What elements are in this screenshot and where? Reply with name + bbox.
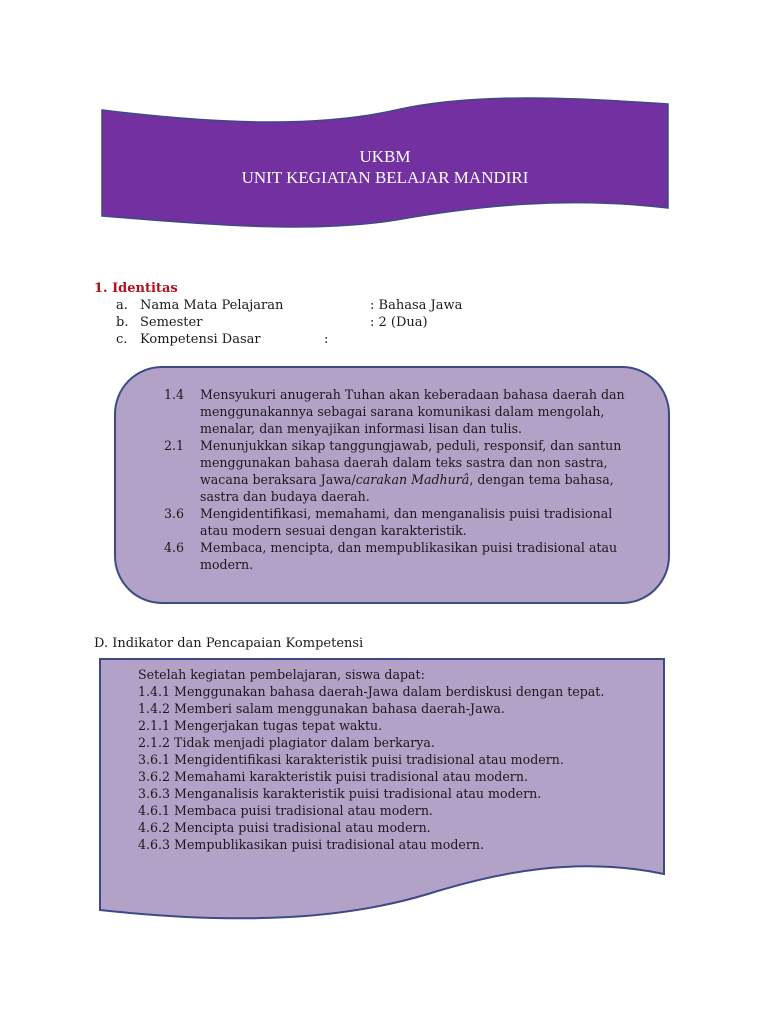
kd-item-number: 4.6 [164,540,185,555]
identitas-row [94,331,694,348]
indikator-item: 3.6.1 Mengidentifikasi karakteristik puisi tradisional atau modern. [138,752,564,767]
identitas-row-label: Kompetensi Dasar [140,332,261,347]
identitas-row-value: : 2 (Dua) [370,315,428,330]
kd-item-number: 2.1 [164,438,185,453]
banner-line-1: UKBM [359,147,411,166]
kd-item [164,539,644,573]
indikator-item: 3.6.2 Memahami karakteristik puisi tradisional atau modern. [138,769,528,784]
identitas-row [94,314,694,331]
indikator-list [138,666,648,853]
indikator-item: 2.1.2 Tidak menjadi plagiator dalam berkarya. [138,735,435,750]
indikator-item: 4.6.2 Mencipta puisi tradisional atau modern. [138,820,431,835]
indikator-item: 4.6.1 Membaca puisi tradisional atau modern. [138,803,433,818]
indikator-item: 2.1.1 Mengerjakan tugas tepat waktu. [138,718,383,733]
identitas-row-label: Semester [140,315,203,330]
kd-item-number: 1.4 [164,387,185,402]
indikator-title: D. Indikator dan Pencapaian Kompetensi [94,636,364,651]
kd-item-text: Membaca, mencipta, dan mempublikasikan puisi tradisional atau modern. [200,540,618,572]
identitas-title: 1. Identitas [94,281,178,296]
banner-text [96,146,674,188]
indikator-item: 4.6.3 Mempublikasikan puisi tradisional atau modern. [138,837,484,852]
identitas-section [94,280,694,348]
identitas-row-label: Nama Mata Pelajaran [140,298,284,313]
identitas-row-letter: b. [116,315,129,330]
identitas-row-letter: a. [116,298,128,313]
kd-item-text-after: , dengan tema bahasa, sastra dan budaya daerah. [200,472,614,504]
identitas-row-value: : [324,332,329,347]
indikator-item: 3.6.3 Menganalisis karakteristik puisi tradisional atau modern. [138,786,542,801]
indikator-item: 1.4.1 Menggunakan bahasa daerah-Jawa dalam berdiskusi dengan tepat. [138,684,605,699]
title-banner [96,96,674,228]
kd-item-text: Mensyukuri anugerah Tuhan akan keberadaan bahasa daerah dan menggunakannya sebagai sarana komunikasi dalam mengolah, menalar, dan menyajikan informasi lisan dan tulis. [200,387,625,436]
identitas-row-letter: c. [116,332,128,347]
kd-item [164,505,644,539]
kd-item-italic-text: carakan Madhurâ [355,472,470,487]
indikator-box [98,656,668,928]
identitas-row [94,297,694,314]
kd-item-text: Menunjukkan sikap tanggungjawab, peduli, responsif, dan santun menggunakan bahasa daerah dalam teks sastra dan non sastra, wacana beraksara Jawa/ [200,438,622,487]
kompetensi-dasar-list [164,386,644,573]
identitas-row-value: : Bahasa Jawa [370,298,463,313]
kd-item-text: Mengidentifikasi, memahami, dan menganalisis puisi tradisional atau modern sesuai dengan karakteristik. [200,506,613,538]
kompetensi-dasar-box [114,366,670,604]
indikator-intro: Setelah kegiatan pembelajaran, siswa dapat: [138,667,425,682]
indikator-item: 1.4.2 Memberi salam menggunakan bahasa daerah-Jawa. [138,701,505,716]
kd-item [164,437,644,505]
kd-item [164,386,644,437]
banner-line-2: UNIT KEGIATAN BELAJAR MANDIRI [241,168,529,187]
kd-item-number: 3.6 [164,506,185,521]
